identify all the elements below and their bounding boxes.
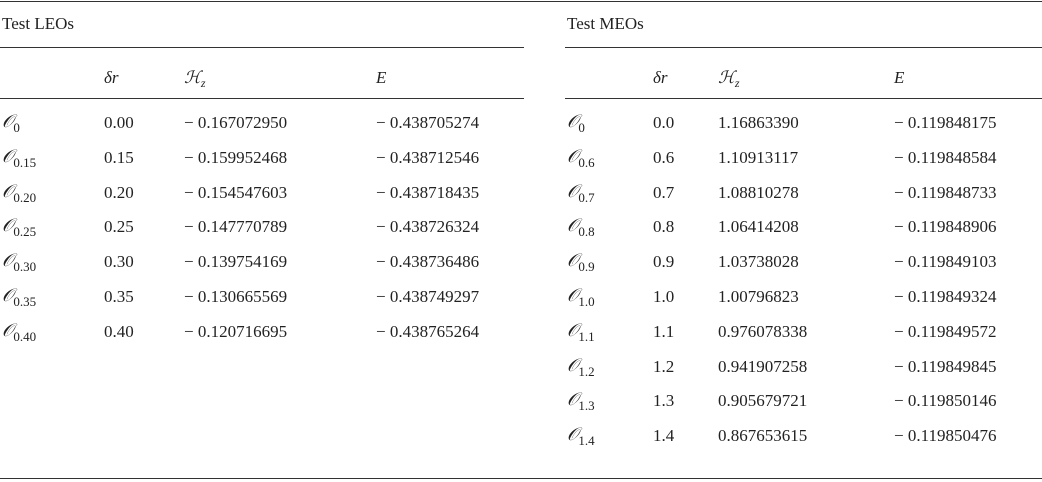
- leo-hz-header: ℋ$_z$: [184, 68, 206, 90]
- meo-row-energy-value: − 0.119849103: [894, 252, 997, 272]
- leo-row-delta-r: 0.35: [104, 287, 134, 306]
- meo-hz-header: ℋ$_z$: [718, 68, 740, 90]
- meo-row-hz-value: 1.06414208: [718, 217, 799, 237]
- meo-row-orbit-label: 𝒪$_{0.7}$: [567, 180, 595, 205]
- meo-group-rule: [565, 47, 1042, 48]
- leo-row-orbit-label: 𝒪$_{0.40}$: [2, 319, 37, 344]
- meo-row-orbit-label: 𝒪$_{1.3}$: [567, 389, 595, 414]
- meo-row-delta-r: 0.9: [653, 252, 675, 272]
- meo-row-energy-value: − 0.119848733: [894, 182, 997, 202]
- meo-row-orbit-label: 𝒪$_{0.8}$: [567, 215, 595, 240]
- leo-dr-header: δr: [104, 68, 119, 87]
- leo-row-orbit-label: 𝒪$_{0.30}$: [2, 250, 37, 275]
- meo-row-orbit-label: 𝒪$_{1.1}$: [567, 319, 595, 344]
- leo-row-orbit-label: 𝒪$_0$: [2, 111, 20, 135]
- meo-row-delta-r: 1.4: [653, 426, 675, 446]
- meo-row-delta-r: 1.0: [653, 287, 675, 306]
- leo-energy-header: E: [376, 68, 387, 87]
- leo-row-hz-value: − 0.159952468: [184, 147, 288, 167]
- meo-row-orbit-label: 𝒪$_{0.9}$: [567, 250, 595, 275]
- meo-row-hz-value: 1.10913117: [718, 147, 799, 167]
- meo-row-hz-value: 0.905679721: [718, 391, 808, 411]
- leo-row-orbit-label: 𝒪$_{0.25}$: [2, 215, 37, 240]
- meo-row-delta-r: 0.7: [653, 182, 675, 202]
- leo-row-orbit-label: 𝒪$_{0.20}$: [2, 180, 37, 205]
- meo-row-energy-value: − 0.119848906: [894, 217, 997, 237]
- meo-row-energy-value: − 0.119849572: [894, 321, 997, 341]
- meo-row-hz-value: 0.976078338: [718, 321, 808, 341]
- leo-row-orbit-label: 𝒪$_{0.35}$: [2, 285, 37, 309]
- meo-row-delta-r: 1.2: [653, 356, 675, 376]
- leo-row-delta-r: 0.20: [104, 182, 134, 202]
- meo-row-hz-value: 1.03738028: [718, 252, 799, 272]
- leo-row-energy-value: − 0.438705274: [376, 113, 480, 132]
- leo-row-energy-value: − 0.438712546: [376, 147, 480, 167]
- meo-energy-header: E: [894, 68, 905, 87]
- leo-group-header: Test LEOs: [2, 14, 74, 33]
- meo-row-orbit-label: 𝒪$_{1.4}$: [567, 424, 595, 449]
- leo-group-rule: [0, 47, 524, 48]
- meo-row-hz-value: 0.867653615: [718, 426, 808, 446]
- meo-row-energy-value: − 0.119848175: [894, 113, 997, 132]
- meo-row-energy-value: − 0.119849324: [894, 287, 997, 306]
- table-top-rule: [0, 1, 1042, 2]
- meo-row-orbit-label: 𝒪$_{1.2}$: [567, 354, 595, 379]
- leo-row-delta-r: 0.25: [104, 217, 134, 237]
- meo-row-energy-value: − 0.119850146: [894, 391, 997, 411]
- meo-row-energy-value: − 0.119848584: [894, 147, 997, 167]
- leo-row-energy-value: − 0.438749297: [376, 287, 480, 306]
- leo-row-energy-value: − 0.438726324: [376, 217, 480, 237]
- leo-header-rule: [0, 98, 524, 99]
- meo-row-orbit-label: 𝒪$_0$: [567, 111, 585, 135]
- leo-row-hz-value: − 0.130665569: [184, 287, 288, 306]
- leo-row-energy-value: − 0.438718435: [376, 182, 480, 202]
- meo-header-rule: [565, 98, 1042, 99]
- leo-row-hz-value: − 0.147770789: [184, 217, 288, 237]
- leo-row-orbit-label: 𝒪$_{0.15}$: [2, 145, 37, 170]
- meo-row-orbit-label: 𝒪$_{1.0}$: [567, 285, 595, 309]
- meo-row-delta-r: 1.3: [653, 391, 675, 411]
- meo-row-energy-value: − 0.119849845: [894, 356, 997, 376]
- meo-row-delta-r: 0.0: [653, 113, 675, 132]
- table-bottom-rule: [0, 478, 1042, 479]
- leo-row-delta-r: 0.15: [104, 147, 134, 167]
- meo-row-energy-value: − 0.119850476: [894, 426, 997, 446]
- leo-row-hz-value: − 0.139754169: [184, 252, 288, 272]
- leo-row-delta-r: 0.00: [104, 113, 134, 132]
- leo-row-delta-r: 0.40: [104, 321, 134, 341]
- leo-row-hz-value: − 0.154547603: [184, 182, 288, 202]
- leo-row-energy-value: − 0.438736486: [376, 252, 480, 272]
- meo-row-orbit-label: 𝒪$_{0.6}$: [567, 145, 595, 170]
- meo-row-delta-r: 1.1: [653, 321, 675, 341]
- leo-row-hz-value: − 0.167072950: [184, 113, 288, 132]
- meo-row-hz-value: 1.08810278: [718, 182, 799, 202]
- meo-dr-header: δr: [653, 68, 668, 87]
- meo-row-delta-r: 0.8: [653, 217, 675, 237]
- meo-group-header: Test MEOs: [567, 14, 644, 33]
- leo-row-hz-value: − 0.120716695: [184, 321, 288, 341]
- meo-row-delta-r: 0.6: [653, 147, 675, 167]
- meo-row-hz-value: 1.00796823: [718, 287, 799, 306]
- leo-row-energy-value: − 0.438765264: [376, 321, 480, 341]
- meo-row-hz-value: 0.941907258: [718, 356, 808, 376]
- meo-row-hz-value: 1.16863390: [718, 113, 799, 132]
- leo-row-delta-r: 0.30: [104, 252, 134, 272]
